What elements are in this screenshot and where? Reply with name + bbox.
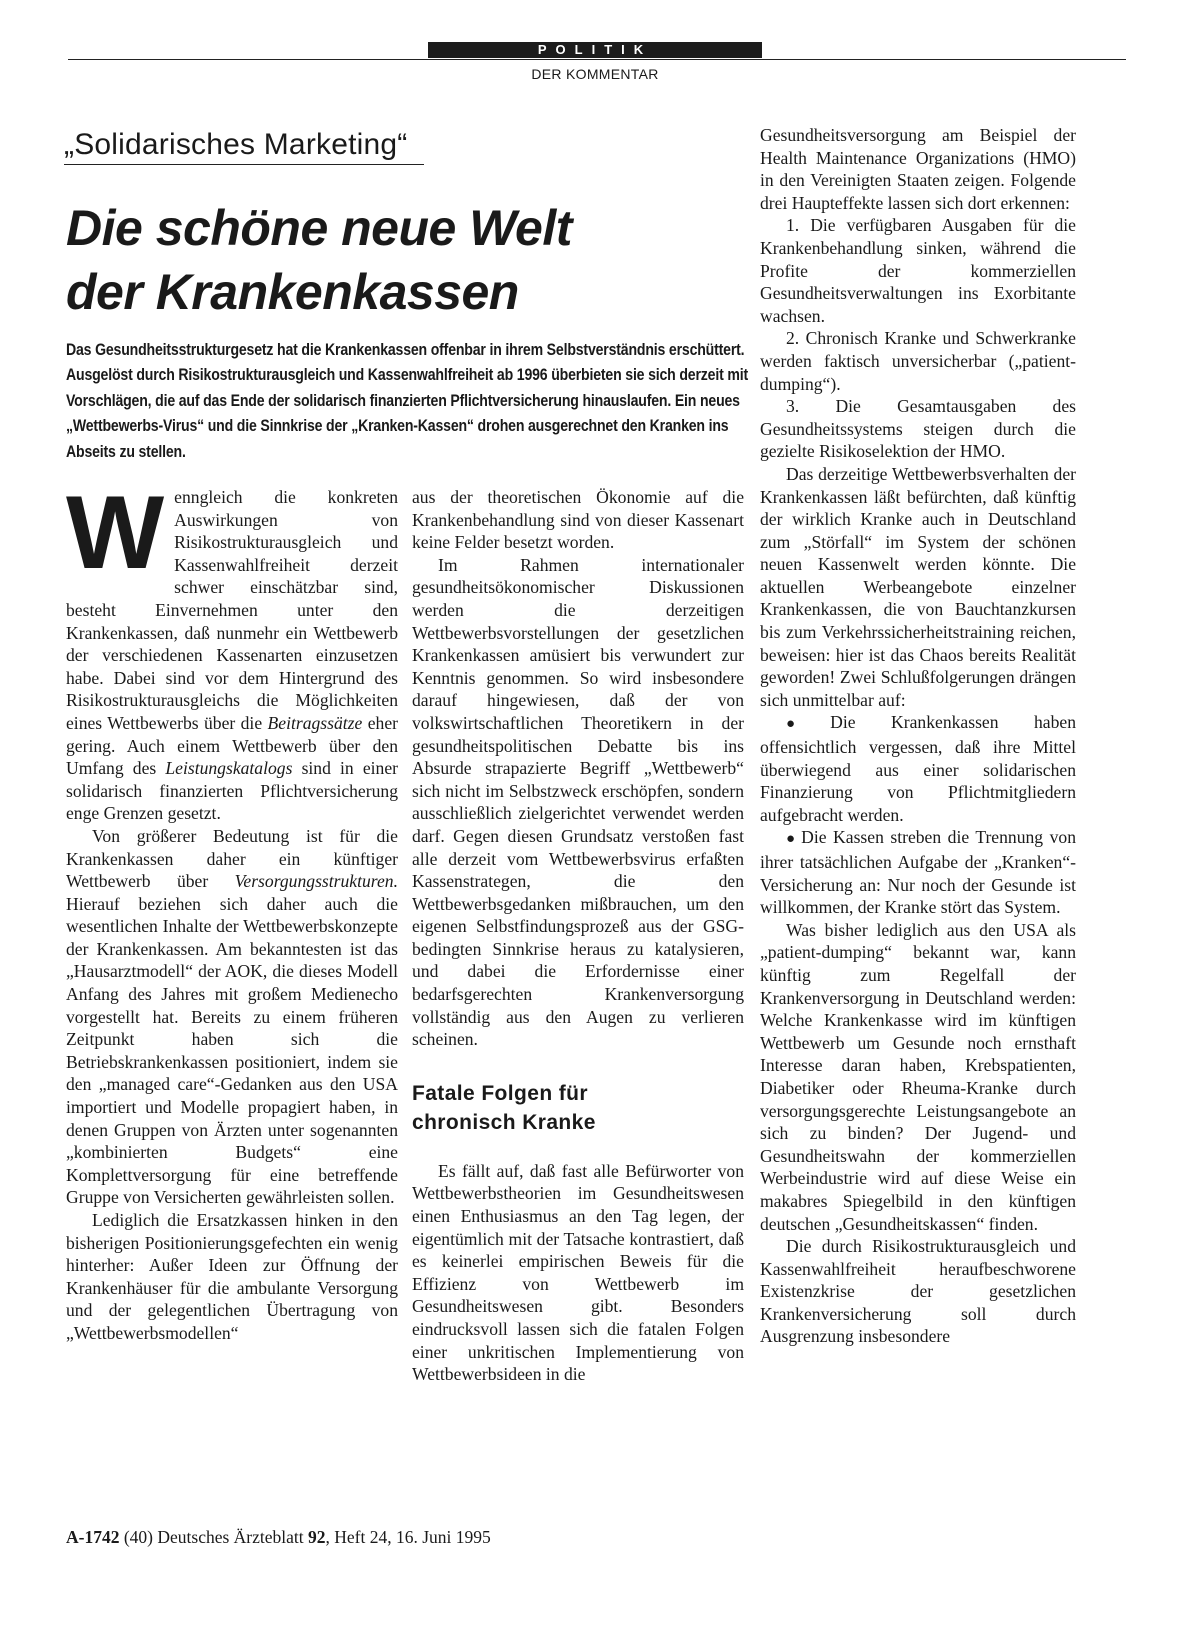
paragraph: Was bisher lediglich aus den USA als „patient-dumping“ bekannt war, kann künftig zum Regelfall der Krankenversorgung in Deutschland werden: Welche Krankenkasse wird im künftigen Wettbewerb um Gesunde noch ernsthaft Interesse daran haben, Krebspatienten, Diabetiker oder Rheuma-Kranke durch versorgungsgerechte Leistungsangebote an sich zu binden? Der Jugend- und Gesundheitswahn der kommerziellen Werbeindustrie wird auf diese Weise ein makabres Spiegelbild in den künftigen deutschen „Gesundheitskassen“ finden.: [760, 919, 1076, 1234]
paragraph: aus der theoretischen Ökonomie auf die Krankenbehandlung sind von dieser Kassenart keine Felder besetzt worden.: [412, 487, 744, 553]
drop-cap: W: [66, 475, 165, 591]
paragraph: Gesundheitsversorgung am Beispiel der Health Maintenance Organizations (HMO) in den Vereinigten Staaten zeigen. Folgende drei Haupteffekte lassen sich dort erkennen:: [760, 125, 1076, 213]
text-run: Von größerer Bedeutung ist für die Krankenkassen daher ein künftiger Wettbewerb über: [66, 825, 398, 892]
text-run: Die Kassen streben die Trennung von ihrer tatsächlichen Aufgabe der „Kranken“-Versicherung an: Nur noch der Gesunde ist willkommen, der Kranke stört das System.: [760, 827, 1076, 918]
section-label: POLITIK: [428, 42, 762, 58]
paragraph: Im Rahmen internationaler gesundheitsökonomischer Diskussionen werden die derzeitigen Wettbewerbsvorstellungen der gesetzlichen Krankenkassen amüsiert bis verwundert zur Kenntnis genommen. So wird insbesondere darauf hingewiesen, daß der von volkswirtschaftlichen Theoretikern in der gesundheitspolitischen Debatte bis ins Absurde strapazierte Begriff „Wettbewerb“ sich nicht im Selbstzweck erschöpfen, sondern ausschließlich zielgerichtet verwendet werden darf. Gegen diesen Grundsatz verstoßen fast alle derzeit vom Wettbewerbsvirus erfaßten Kassenstrategen, die den Wettbewerbsgedanken mißbrauchen, um den eigenen Selbstfindungsprozeß aus der GSG-bedingten Sinnkrise heraus zu katalysieren, und dabei die Erfordernisse einer bedarfsgerechten Krankenversorgung vollständig aus den Augen zu verlieren scheinen.: [412, 554, 744, 1050]
paragraph: Die durch Risikostrukturausgleich und Kassenwahlfreiheit heraufbeschworene Existenzkrise der gesetzlichen Krankenversicherung soll durch Ausgrenzung insbesondere: [760, 1236, 1076, 1347]
list-item: 3. Die Gesamtausgaben des Gesundheitssystems steigen durch die gezielte Risikoselektion der HMO.: [760, 396, 1076, 462]
volume-number: 92: [308, 1527, 326, 1547]
footer-issue: , Heft 24, 16. Juni 1995: [325, 1527, 491, 1547]
text-run: eher gering. Auch einem Wettbewerb über den Umfang des: [66, 712, 398, 779]
text-run: Hierauf beziehen sich daher auch die wesentlichen Inhalte der Wettbewerbskonzepte der Krankenkassen. Am bekanntesten ist das „Hausarztmodell“ der AOK, die dieses Modell Anfang des Jahres mit großem Medienecho vorgestellt hat. Bereits zu einem früheren Zeitpunkt haben sich die Betriebskrankenkassen positioniert, indem sie den „managed care“-Gedanken aus den USA importiert und Modelle propagiert haben, in denen Gruppen von Ärzten unter sogenannten „kombinierten Budgets“ eine Komplettversorgung für eine betreffende Gruppe von Versicherten gewährleisten sollen.: [66, 893, 398, 1208]
paragraph: Es fällt auf, daß fast alle Befürworter von Wettbewerbstheorien im Gesundheitswesen einen Enthusiasmus an den Tag legen, der eigentümlich mit der Tatsache kontrastiert, daß es keinerlei empirischen Beweis für die Effizienz von Wettbewerb im Gesundheitswesen gibt. Besonders eindrucksvoll lassen sich die fatalen Folgen einer unkritischen Implementierung von Wettbewerbsideen in die: [412, 1160, 744, 1385]
emphasis: Versorgungsstrukturen.: [234, 871, 398, 892]
article-kicker: „Solidarisches Marketing“: [64, 128, 424, 165]
body-column-1: [66, 475, 398, 1345]
emphasis: Beitragssätze: [267, 712, 363, 733]
article-lead: Das Gesundheitsstrukturgesetz hat die Krankenkassen offenbar in ihrem Selbstverständnis erschüttert. Ausgelöst durch Risikostrukturausgleich und Kassenwahlfreiheit ab 1996 überbieten sie sich derzeit mit Vorschlägen, die auf das Ende der solidarisch finanzierten Pflichtversicherung hinauslaufen. Ein neues „Wettbewerbs-Virus“ und die Sinnkrise der „Kranken-Kassen“ drohen ausgerechnet den Kranken ins Abseits zu stellen.: [66, 341, 748, 461]
article-headline: [66, 196, 766, 324]
bullet-icon: ●: [786, 831, 798, 848]
headline-line-1: Die schöne neue Welt: [66, 200, 572, 256]
text-run: Die Krankenkassen haben offensichtlich vergessen, daß ihre Mittel überwiegend aus einer solidarischen Finanzierung von Pflichtmitgliedern aufgebracht werden.: [760, 712, 1077, 825]
page-footer: [66, 1527, 491, 1548]
body-column-3: [760, 124, 1076, 1348]
bullet-icon: ●: [786, 716, 827, 733]
text-run: enngleich die konkreten Auswirkungen von Risikostrukturausgleich und Kassenwahlfreiheit derzeit schwer einschätzbar sind, besteht Einvernehmen unter den Krankenkassen, daß nunmehr ein Wettbewerb der verschiedenen Kassenarten einzusetzen habe. Dabei sind vor dem Hintergrund des Risikostrukturausgleichs die Möglichkeiten eines Wettbewerbs über die: [66, 487, 398, 733]
subheading-line-1: Fatale Folgen für: [412, 1081, 588, 1105]
paragraph: Das derzeitige Wettbewerbsverhalten der Krankenkassen läßt befürchten, daß künftig der wirklich Kranke auch in Deutschland zum „Störfall“ im System der schönen neuen Kassenwelt werden könnte. Die aktuellen Werbeangebote einzelner Krankenkassen, die von Bauchtanzkursen bis zum Verkehrssicherheitstraining reichen, beweisen: hier ist das Chaos bereits Realität geworden! Zwei Schlußfolgerungen drängen sich unmittelbar auf:: [760, 463, 1076, 710]
body-column-2: [412, 486, 744, 1386]
bullet-item: [760, 711, 1076, 826]
list-item: 1. Die verfügbaren Ausgaben für die Krankenbehandlung sinken, während die Profite der kommerziellen Gesundheitsverwaltungen ins Exorbitante wachsen.: [760, 215, 1076, 326]
subheading: [412, 1079, 744, 1137]
paragraph: [66, 825, 398, 1209]
text-run: sind in einer solidarisch finanzierten Pflichtversicherung enge Grenzen gesetzt.: [66, 758, 398, 824]
bullet-item: [760, 826, 1076, 918]
emphasis: Leistungskatalogs: [165, 758, 293, 779]
paragraph: [66, 475, 398, 825]
rubric-label: DER KOMMENTAR: [531, 66, 659, 82]
paragraph: Lediglich die Ersatzkassen hinken in den bisherigen Positionierungsgefechten ein wenig hinterher: Außer Ideen zur Öffnung der Krankenhäuser für die ambulante Versorgung und der gelegentlichen Übertragung von „Wettbewerbsmodellen“: [66, 1210, 398, 1343]
page-number: A-1742: [66, 1527, 120, 1547]
footer-text: (40) Deutsches Ärzteblatt: [119, 1527, 309, 1547]
subheading-line-2: chronisch Kranke: [412, 1110, 596, 1134]
header-rule: [68, 59, 1126, 60]
list-item: 2. Chronisch Kranke und Schwerkranke werden faktisch unversicherbar („patient-dumping“).: [760, 328, 1076, 394]
headline-line-2: der Krankenkassen: [66, 264, 519, 320]
